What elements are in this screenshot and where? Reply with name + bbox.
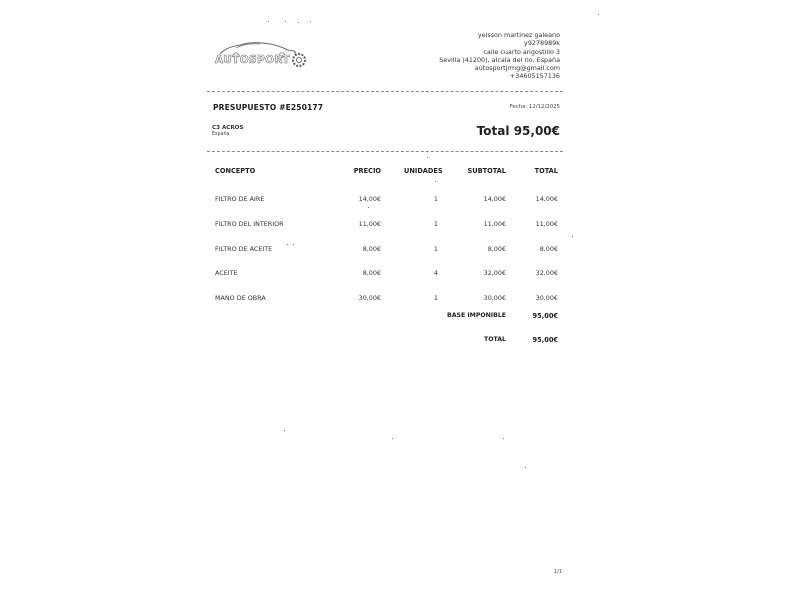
row-subtotal: 32,00€ bbox=[483, 269, 506, 277]
company-city: Sevilla (41200), alcala del rio, España bbox=[439, 55, 560, 64]
customer-country: España bbox=[212, 132, 230, 137]
document-title: PRESUPUESTO #E250177 bbox=[213, 103, 324, 112]
column-header-units: UNIDADES bbox=[404, 167, 443, 175]
company-name: yeisson martinez galeano bbox=[477, 31, 560, 39]
row-price: 11,00€ bbox=[358, 220, 381, 228]
row-units: 1 bbox=[433, 245, 438, 253]
row-price: 14,00€ bbox=[358, 195, 381, 203]
row-price: 30,00€ bbox=[358, 294, 381, 302]
company-info bbox=[439, 31, 560, 81]
car-logo-icon bbox=[212, 36, 312, 70]
row-total: 8,00€ bbox=[539, 245, 558, 253]
document-date bbox=[510, 104, 560, 110]
company-logo bbox=[212, 36, 312, 70]
row-units: 1 bbox=[433, 195, 438, 203]
total-amount-header bbox=[477, 124, 560, 138]
company-tax-id: y9278989k bbox=[524, 39, 560, 48]
logo-wordmark: AUTOSPORT bbox=[215, 54, 290, 66]
divider-middle bbox=[207, 151, 563, 152]
row-concept: MANO DE OBRA bbox=[215, 294, 266, 302]
row-total: 32,00€ bbox=[535, 269, 558, 277]
grand-total-label: TOTAL bbox=[484, 336, 506, 343]
row-subtotal: 30,00€ bbox=[483, 294, 506, 302]
row-concept: FILTRO DE AIRE bbox=[215, 195, 265, 203]
customer-name: C3 ACROS bbox=[212, 125, 244, 131]
row-total: 11,00€ bbox=[535, 220, 558, 228]
row-subtotal: 11,00€ bbox=[483, 220, 506, 228]
row-price: 8,00€ bbox=[362, 245, 381, 253]
row-subtotal: 8,00€ bbox=[487, 245, 506, 253]
date-value: 12/12/2025 bbox=[528, 104, 560, 110]
page-number: 1/1 bbox=[553, 569, 562, 575]
base-imponible-label: BASE IMPONIBLE bbox=[447, 312, 506, 319]
row-subtotal: 14,00€ bbox=[483, 195, 506, 203]
total-header-label: Total bbox=[476, 124, 510, 138]
row-units: 1 bbox=[433, 220, 438, 228]
divider-top bbox=[207, 91, 563, 92]
row-concept: ACEITE bbox=[215, 269, 238, 277]
company-phone: +34605157136 bbox=[509, 72, 560, 81]
row-total: 30,00€ bbox=[535, 294, 558, 302]
row-concept: FILTRO DEL INTERIOR bbox=[215, 220, 284, 228]
row-total: 14,00€ bbox=[535, 195, 558, 203]
row-concept: FILTRO DE ACEITE bbox=[215, 245, 273, 253]
total-header-value: 95,00€ bbox=[513, 124, 560, 138]
column-header-total: TOTAL bbox=[534, 167, 558, 175]
company-street: calle cuarto angostillo 3 bbox=[483, 47, 560, 56]
company-email[interactable]: autosportjrmg@gmail.com bbox=[474, 64, 560, 73]
row-price: 8,00€ bbox=[362, 269, 381, 277]
row-units: 1 bbox=[433, 294, 438, 302]
date-label: Fecha: bbox=[509, 104, 528, 110]
grand-total-value: 95,00€ bbox=[532, 336, 558, 344]
column-header-price: PRECIO bbox=[353, 167, 381, 175]
row-units: 4 bbox=[433, 269, 438, 277]
column-header-concept: CONCEPTO bbox=[215, 167, 256, 175]
base-imponible-value: 95,00€ bbox=[532, 312, 558, 320]
column-header-subtotal: SUBTOTAL bbox=[467, 167, 506, 175]
